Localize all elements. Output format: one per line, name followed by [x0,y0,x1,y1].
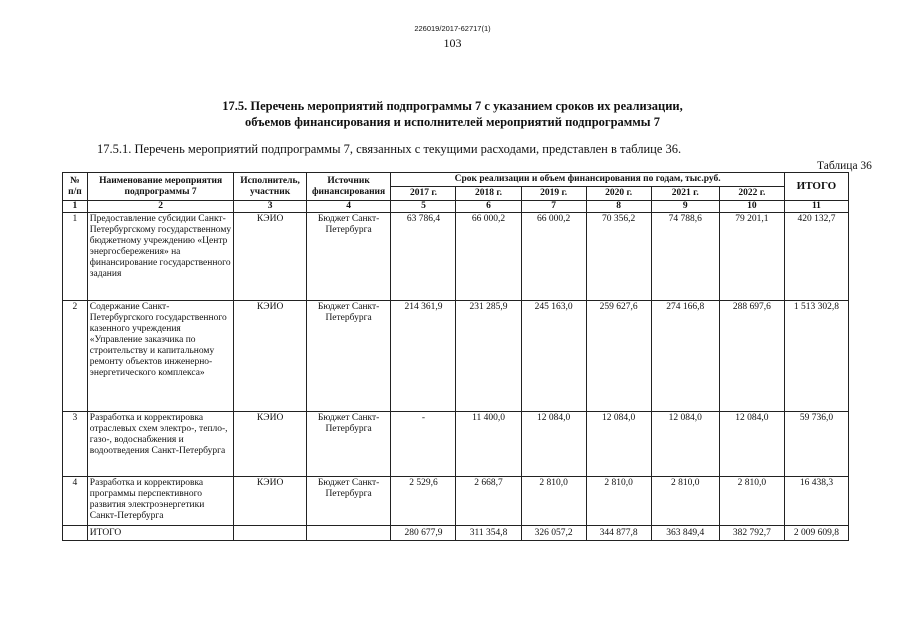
section-heading-line-2: объемов финансирования и исполнителей мероприятий подпрограммы 7 [245,115,660,129]
table-row [63,477,849,526]
table-row [63,412,849,477]
total-year-value: 344 877,8 [586,526,651,541]
document-id: 226019/2017-62717(1) [414,24,491,33]
column-number: 11 [784,201,848,213]
year-value: 2 529,6 [391,477,456,526]
row-number: 4 [63,477,88,526]
column-number: 6 [456,201,521,213]
row-total: 420 132,7 [784,213,848,301]
measure-name: Содержание Санкт-Петербургского государственного казенного учреждения «Управление заказчика по строительству и капитальному ремонту объектов инженерно-энергетического комплекса» [87,301,234,412]
header-year: 2018 г. [456,187,521,201]
row-total: 1 513 302,8 [784,301,848,412]
column-number: 5 [391,201,456,213]
column-numbers-row [63,201,849,213]
table-row [63,213,849,301]
total-row-label: ИТОГО [87,526,234,541]
header-num: № п/п [63,173,88,201]
column-number: 1 [63,201,88,213]
header-source: Источник финансирования [306,173,391,201]
row-total: 59 736,0 [784,412,848,477]
year-value: 12 084,0 [719,412,784,477]
table-row [63,301,849,412]
source-cell: Бюджет Санкт-Петербурга [306,213,391,301]
year-value: 63 786,4 [391,213,456,301]
header-year: 2022 г. [719,187,784,201]
total-year-value: 311 354,8 [456,526,521,541]
column-number: 8 [586,201,651,213]
intro-paragraph: 17.5.1. Перечень мероприятий подпрограммы 7, связанных с текущими расходами, представлен в таблице 36. [97,142,682,156]
header-year: 2020 г. [586,187,651,201]
total-row-executor-empty [234,526,306,541]
row-number: 1 [63,213,88,301]
header-year: 2021 г. [651,187,719,201]
year-value: 288 697,6 [719,301,784,412]
column-number: 2 [87,201,234,213]
source-cell: Бюджет Санкт-Петербурга [306,301,391,412]
measure-name: Разработка и корректировка программы перспективного развития электроэнергетики Санкт-Петербурга [87,477,234,526]
column-number: 9 [651,201,719,213]
executor-cell: КЭИО [234,213,306,301]
column-number: 10 [719,201,784,213]
year-value: 2 810,0 [719,477,784,526]
section-heading-line-1: 17.5. Перечень мероприятий подпрограммы 7 с указанием сроков их реализации, [222,99,683,113]
total-row-num-empty [63,526,88,541]
measure-name: Предоставление субсидии Санкт-Петербургскому государственному бюджетному учреждению «Центр энергосбережения» на финансирование государственного задания [87,213,234,301]
total-year-value: 280 677,9 [391,526,456,541]
total-year-value: 363 849,4 [651,526,719,541]
row-number: 3 [63,412,88,477]
header-total: ИТОГО [784,173,848,201]
year-value: 231 285,9 [456,301,521,412]
year-value: 12 084,0 [651,412,719,477]
column-number: 4 [306,201,391,213]
year-value: 79 201,1 [719,213,784,301]
column-number: 7 [521,201,586,213]
year-value: 66 000,2 [521,213,586,301]
header-period: Срок реализации и объем финансирования по годам, тыс.руб. [391,173,784,187]
header-year: 2019 г. [521,187,586,201]
row-total: 16 438,3 [784,477,848,526]
column-number: 3 [234,201,306,213]
executor-cell: КЭИО [234,301,306,412]
total-year-value: 382 792,7 [719,526,784,541]
total-row [63,526,849,541]
year-value: 245 163,0 [521,301,586,412]
year-value: 11 400,0 [456,412,521,477]
executor-cell: КЭИО [234,412,306,477]
measures-table [62,172,849,541]
year-value: - [391,412,456,477]
year-value: 259 627,6 [586,301,651,412]
year-value: 12 084,0 [521,412,586,477]
year-value: 70 356,2 [586,213,651,301]
grand-total: 2 009 609,8 [784,526,848,541]
header-executor: Исполнитель, участник [234,173,306,201]
year-value: 2 810,0 [521,477,586,526]
total-row-source-empty [306,526,391,541]
year-value: 66 000,2 [456,213,521,301]
table-caption: Таблица 36 [817,160,872,172]
year-value: 2 810,0 [651,477,719,526]
source-cell: Бюджет Санкт-Петербурга [306,477,391,526]
header-year: 2017 г. [391,187,456,201]
total-year-value: 326 057,2 [521,526,586,541]
year-value: 2 810,0 [586,477,651,526]
year-value: 214 361,9 [391,301,456,412]
measure-name: Разработка и корректировка отраслевых схем электро-, тепло-, газо-, водоснабжения и водоотведения Санкт-Петербурга [87,412,234,477]
year-value: 74 788,6 [651,213,719,301]
year-value: 12 084,0 [586,412,651,477]
source-cell: Бюджет Санкт-Петербурга [306,412,391,477]
row-number: 2 [63,301,88,412]
section-heading [0,98,905,130]
header-name: Наименование мероприятия подпрограммы 7 [87,173,234,201]
page-number: 103 [443,36,462,50]
year-value: 2 668,7 [456,477,521,526]
executor-cell: КЭИО [234,477,306,526]
year-value: 274 166,8 [651,301,719,412]
